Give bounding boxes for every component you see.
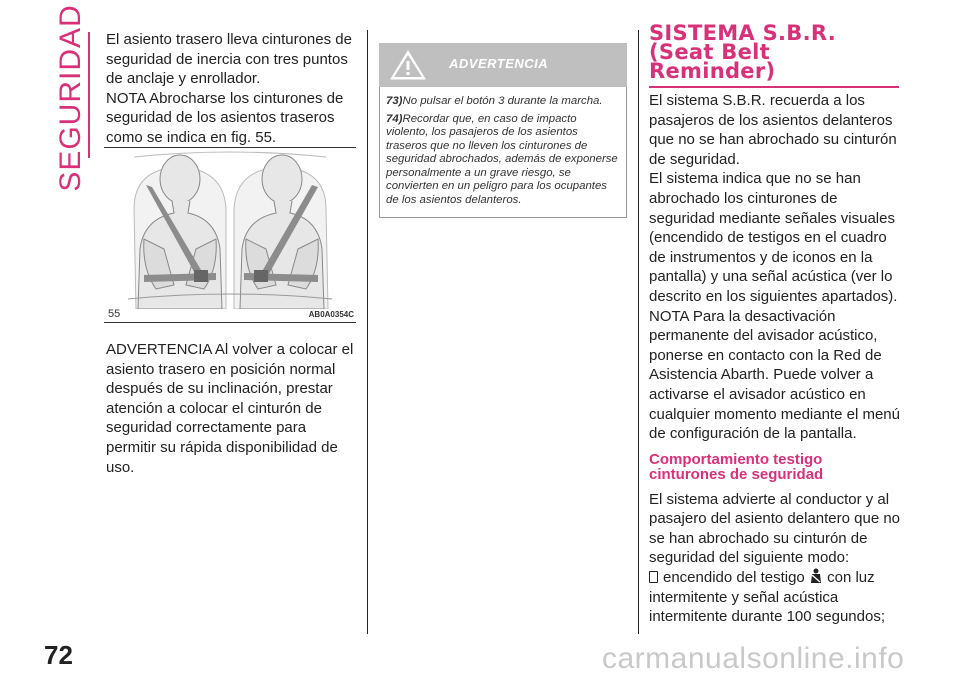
paragraph-system-warns: El sistema advierte al conductor y al pasajero del asiento delantero que no se han abrochado su cinturón de seguridad del siguiente modo:: [649, 490, 901, 567]
paragraph-sbr-intro: El sistema S.B.R. recuerda a los pasajeros de los asientos delanteros que no se han abrochado su cinturón de seguridad.: [649, 92, 897, 168]
warning-item-73: [386, 95, 620, 109]
warning-item-number: 74): [386, 112, 403, 125]
figure-55: [104, 147, 356, 323]
paragraph-nota-fasten: NOTA Abrocharse los cinturones de seguridad de los asientos traseros como se indica en fig. 55.: [106, 89, 344, 146]
bullet-text-a: encendido del testigo: [663, 569, 805, 587]
heading-line-1: SISTEMA S.B.R.: [649, 21, 837, 45]
section-title: SEGURIDAD: [54, 4, 87, 192]
seatbelt-warning-icon: [809, 568, 823, 584]
column-1-text: [106, 30, 358, 148]
warning-item-text: Recordar que, en caso de impacto violento, los pasajeros de los asientos traseros que no lleven los cinturones de seguridad abrochados, además de exponerse personalmente a un grave riesgo, se convierten en un peligro para los ocupantes de los asientos delanteros.: [386, 112, 618, 206]
bullet-text-b: con luz intermitente y señal acústica intermitente durante 100 segundos;: [649, 569, 885, 626]
warning-triangle-icon: [389, 49, 427, 81]
figure-bottom-rule: [104, 322, 356, 323]
warning-item-number: 73): [386, 95, 403, 107]
paragraph-advertencia-rear-seat: ADVERTENCIA Al volver a colocar el asiento trasero en posición normal después de su inclinación, prestar atención a colocar el cinturón de seguridad correctamente para permitir su rápida disponibilidad de uso.: [106, 341, 354, 476]
column-divider-right: [638, 30, 639, 634]
figure-top-rule: [104, 147, 356, 148]
footer-watermark: carmanualsonline.info: [602, 642, 905, 675]
warning-header: [379, 43, 627, 87]
heading-line-2: (Seat Belt: [649, 40, 770, 64]
section-heading-sbr: [649, 21, 903, 83]
page-number: 72: [44, 640, 73, 670]
figure-code: AB0A0354C: [308, 310, 354, 319]
bullet-item-warning-light: [649, 568, 903, 627]
paragraph-sbr-nota: NOTA Para la desactivación permanente del avisador acústico, ponerse en contacto con la Red de Asistencia Abarth. Puede volver a activarse el avisador acústico en cualquier momento mediante el menú de configuración de la pantalla.: [649, 307, 900, 443]
paragraph-sbr-signals: El sistema indica que no se han abrochado los cinturones de seguridad mediante señales visuales (encendido de testigos en el cuadro de instrumentos y de iconos en la pantalla) y una señal acústica (ver lo descrito en los siguientes apartados).: [649, 170, 898, 305]
rear-seat-belts-illustration: [104, 149, 356, 309]
paragraph-rear-belts: El asiento trasero lleva cinturones de seguridad de inercia con tres puntos de anclaje y enrollador.: [106, 31, 352, 88]
heading-underline: [649, 86, 899, 88]
warning-body: [379, 87, 627, 218]
heading-line-3: Reminder): [649, 59, 776, 83]
column-divider-left: [367, 30, 368, 634]
warning-item-74: [386, 113, 620, 208]
warning-title: ADVERTENCIA: [449, 56, 549, 71]
column-1-warning-text: [106, 340, 358, 477]
bullet-marker-icon: [649, 571, 658, 583]
subheading-warning-light: Comportamiento testigo cinturones de seguridad: [649, 450, 824, 483]
warning-box: [379, 43, 627, 218]
figure-number: 55: [108, 308, 121, 320]
warning-item-text: No pulsar el botón 3 durante la marcha.: [402, 95, 603, 107]
column-3-text: [649, 21, 903, 627]
section-accent-bar: [88, 32, 90, 158]
